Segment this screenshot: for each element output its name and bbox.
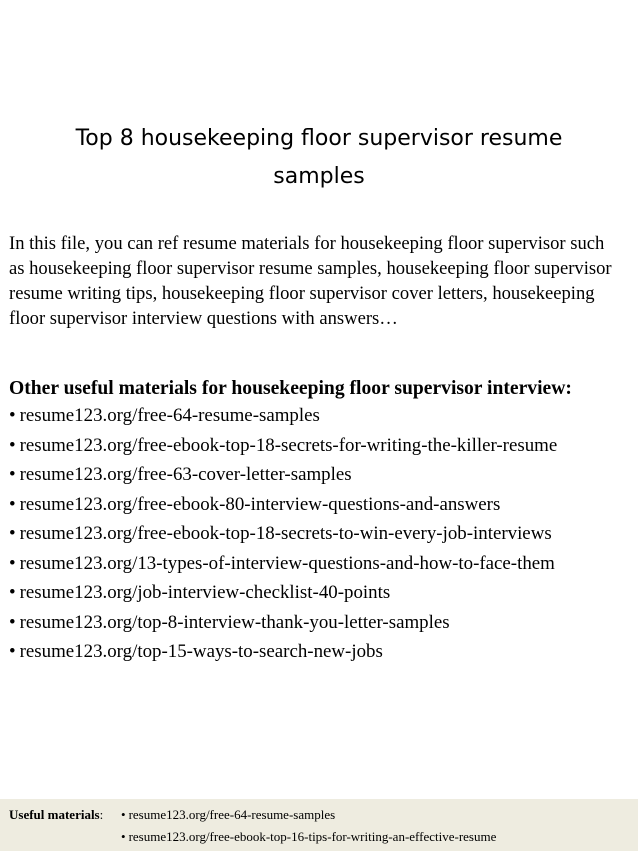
- footer-bar: [0, 799, 638, 851]
- footer-link[interactable]: resume123.org/free-ebook-top-16-tips-for-writing-an-effective-resume: [128, 829, 497, 844]
- bullet-icon: •: [121, 829, 126, 844]
- material-link[interactable]: resume123.org/free-ebook-80-interview-questions-and-answers: [19, 493, 501, 515]
- material-link[interactable]: resume123.org/free-ebook-top-18-secrets-to-win-every-job-interviews: [19, 523, 552, 544]
- footer-label: [9, 805, 103, 825]
- list-item: [9, 522, 634, 552]
- footer-link[interactable]: resume123.org/free-64-resume-samples: [128, 807, 336, 822]
- material-link[interactable]: resume123.org/free-63-cover-letter-samples: [19, 464, 352, 485]
- bullet-icon: •: [9, 611, 16, 633]
- list-item: [9, 404, 634, 434]
- list-item: [9, 493, 634, 523]
- footer-label-colon: :: [99, 807, 104, 822]
- footer-link-list: [121, 805, 496, 849]
- materials-link-list: [9, 404, 634, 670]
- list-item: [9, 581, 634, 611]
- list-item: [121, 805, 496, 827]
- page-title: Top 8 housekeeping floor supervisor resume samples: [75, 126, 563, 189]
- intro-paragraph: In this file, you can ref resume materials for housekeeping floor supervisor such as housekeeping floor supervisor resume samples, housekeeping floor supervisor resume writing tips, housekeeping floor supervisor cover letters, housekeeping floor supervisor interview questions with answers…: [9, 233, 612, 329]
- bullet-icon: •: [9, 523, 16, 544]
- bullet-icon: •: [9, 434, 16, 456]
- materials-heading: Other useful materials for housekeeping floor supervisor interview:: [9, 378, 572, 399]
- footer-label-text: Useful materials: [9, 807, 100, 822]
- material-link[interactable]: resume123.org/job-interview-checklist-40-points: [19, 582, 391, 603]
- list-item: [9, 463, 634, 493]
- list-item: [9, 552, 634, 582]
- bullet-icon: •: [9, 493, 16, 515]
- list-item: [9, 640, 634, 670]
- list-item: [121, 827, 496, 849]
- material-link[interactable]: resume123.org/free-ebook-top-18-secrets-for-writing-the-killer-resume: [19, 434, 558, 456]
- material-link[interactable]: resume123.org/13-types-of-interview-questions-and-how-to-face-them: [19, 552, 555, 574]
- material-link[interactable]: resume123.org/top-8-interview-thank-you-letter-samples: [19, 611, 450, 633]
- bullet-icon: •: [9, 641, 16, 662]
- bullet-icon: •: [121, 807, 126, 822]
- bullet-icon: •: [9, 552, 16, 574]
- material-link[interactable]: resume123.org/free-64-resume-samples: [19, 405, 320, 426]
- bullet-icon: •: [9, 464, 16, 485]
- list-item: [9, 434, 634, 464]
- material-link[interactable]: resume123.org/top-15-ways-to-search-new-jobs: [19, 641, 383, 662]
- bullet-icon: •: [9, 405, 16, 426]
- bullet-icon: •: [9, 582, 16, 603]
- list-item: [9, 611, 634, 641]
